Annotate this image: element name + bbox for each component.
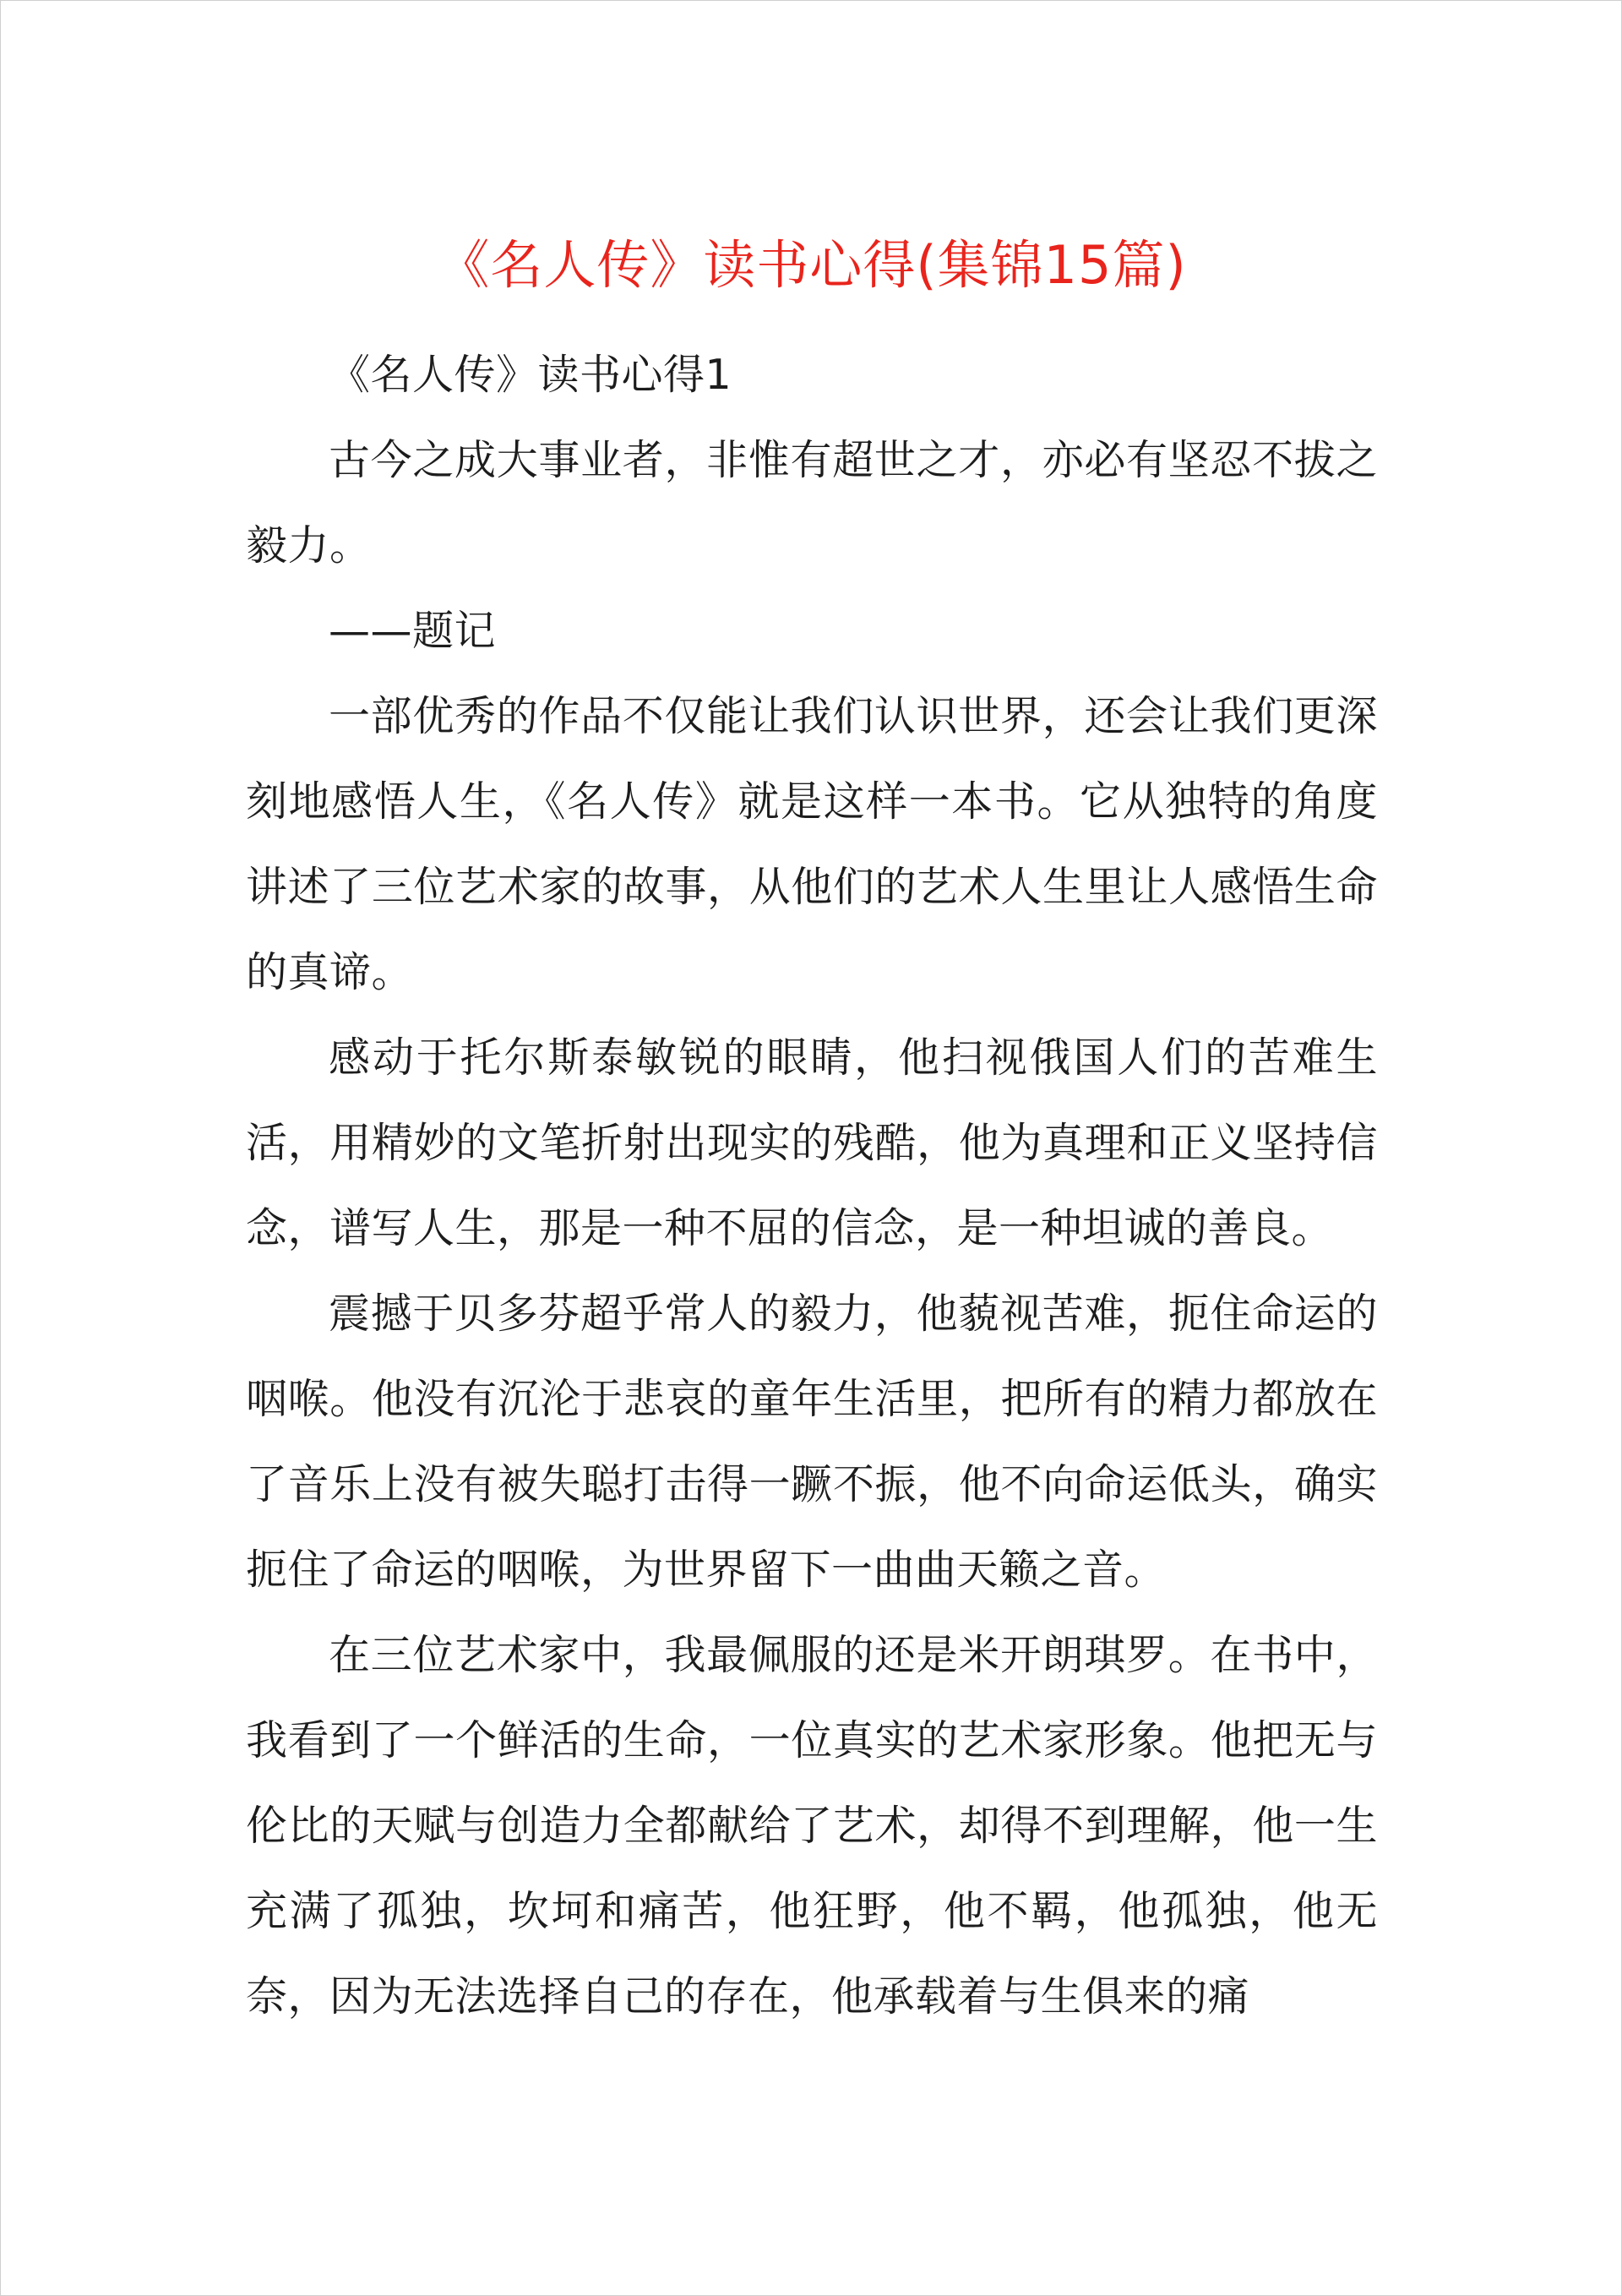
body-paragraph: 感动于托尔斯泰敏锐的眼睛，他扫视俄国人们的苦难生活，用精妙的文笔折射出现实的残酷，他为真理和正义坚持信念，谱写人生，那是一种不屈的信念，是一种坦诚的善良。 — [246, 1033, 1378, 1252]
document-title: 《名人传》读书心得(集锦15篇) — [437, 234, 1187, 296]
epigraph-quote: 古今之成大事业者，非惟有超世之才，亦必有坚忍不拔之毅力。 — [246, 436, 1378, 570]
section-heading: 《名人传》读书心得1 — [329, 351, 732, 399]
body-paragraph: 一部优秀的作品不仅能让我们认识世界，还会让我们更深刻地感悟人生，《名人传》就是这样一本书。它从独特的角度讲述了三位艺术家的故事，从他们的艺术人生里让人感悟生命的真谛。 — [246, 692, 1378, 996]
epigraph-attribution: ——题记 — [329, 607, 497, 655]
body-paragraph: 震撼于贝多芬超乎常人的毅力，他藐视苦难，扼住命运的咽喉。他没有沉沦于悲哀的童年生活里，把所有的精力都放在了音乐上没有被失聪打击得一蹶不振，他不向命运低头，确实扼住了命运的咽喉，为世界留下一曲曲天籁之音。 — [246, 1290, 1378, 1594]
body-paragraph: 在三位艺术家中，我最佩服的还是米开朗琪罗。在书中，我看到了一个鲜活的生命，一位真实的艺术家形象。他把无与伦比的天赋与创造力全都献给了艺术，却得不到理解，他一生充满了孤独，坎坷和痛苦，他狂野，他不羁，他孤独，他无奈，因为无法选择自己的存在，他承载着与生俱来的痛 — [246, 1631, 1378, 2021]
document-body — [246, 332, 1378, 2039]
